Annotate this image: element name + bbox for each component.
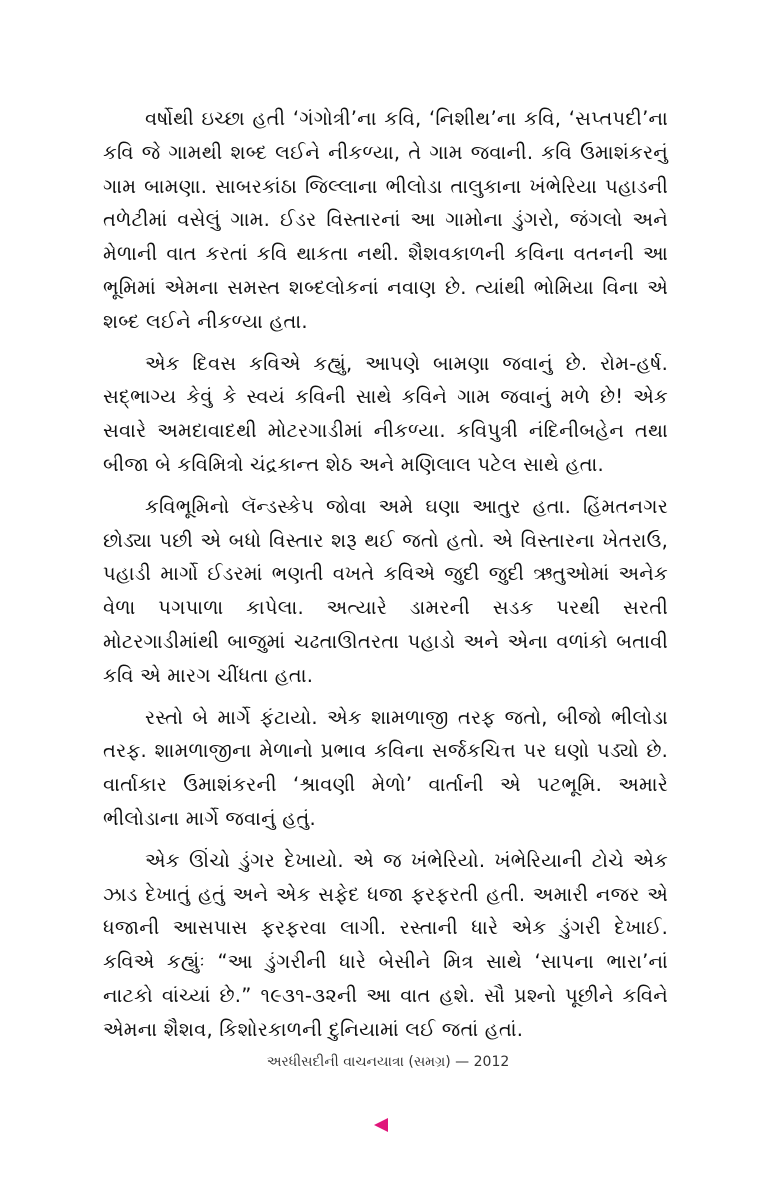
paragraph-4: રસ્તો બે માર્ગે ફંટાયો. એક શામળાજી તરફ જતો, બીજો ભીલોડા તરફ. શામળાજીના મેળાનો પ્રભાવ કવિના સર્જકચિત્ત પર ઘણો પડ્યો છે. વાર્તાકાર ઉમાશંકરની ‘શ્રાવણી મેળો’ વાર્તાની એ પટભૂમિ. અમારે ભીલોડાના માર્ગે જવાનું હતું. [103,705,668,830]
page-footer: અરધીસદીની વાચનયાત્રા (સમગ્ર) — 2012 [266,1054,510,1070]
previous-page-icon[interactable] [374,1118,388,1132]
paragraph-1: વર્ષોથી ઇચ્છા હતી ‘ગંગોત્રી’ના કવિ, ‘નિશીથ’ના કવિ, ‘સપ્તપદી’ના કવિ જે ગામથી શબ્દ લઈને નીકળ્યા, તે ગામ જવાની. કવિ ઉમાશંકરનું ગામ બામણા. સાબરકાંઠા જિલ્લાના ભીલોડા તાલુકાના ખંભેરિયા પહાડની તળેટીમાં વસેલું ગામ. ઈડર વિસ્તારનાં આ ગામોના ડુંગરો, જંગલો અને મેળાની વાત કરતાં કવિ થાકતા નથી. શૈશવકાળની કવિના વતનની આ ભૂમિમાં એમના સમસ્ત શબ્દલોકનાં નવાણ છે. ત્યાંથી ભોમિયા વિના એ શબ્દ લઈને નીકળ્યા હતા. [103,107,668,333]
paragraph-3: કવિભૂમિનો લૅન્ડસ્કેપ જોવા અમે ઘણા આતુર હતા. હિંમતનગર છોડ્યા પછી એ બધો વિસ્તાર શરૂ થઈ જતો હતો. એ વિસ્તારના ખેતરાઉ, પહાડી માર્ગો ઈડરમાં ભણતી વખતે કવિએ જુદી જુદી ઋતુઓમાં અનેક વેળા પગપાળા કાપેલા. અત્યારે ડામરની સડક પરથી સરતી મોટરગાડીમાંથી બાજુમાં ચઢતાઊતરતા પહાડો અને એના વળાંકો બતાવી કવિ એ મારગ ચીંધતા હતા. [103,494,668,687]
paragraph-5: એક ઊંચો ડુંગર દેખાયો. એ જ ખંભેરિયો. ખંભેરિયાની ટોચે એક ઝાડ દેખાતું હતું અને એક સફેદ ધજા ફરફરતી હતી. અમારી નજર એ ધજાની આસપાસ ફરફરવા લાગી. રસ્તાની ધારે એક ડુંગરી દેખાઈ. કવિએ કહ્યુંઃ “આ ડુંગરીની ધારે બેસીને મિત્ર સાથે ‘સાપના ભારા’નાં નાટકો વાંચ્યાં છે.” ૧૯૩૧-૩૨ની આ વાત હશે. સૌ પ્રશ્નો પૂછીને કવિને એમના શૈશવ, કિશોરકાળની દુનિયામાં લઈ જતાં હતાં. [103,848,668,1041]
paragraph-2: એક દિવસ કવિએ કહ્યું, આપણે બામણા જવાનું છે. રોમ-હર્ષ. સદ્‌ભાગ્ય કેવું કે સ્વયં કવિની સાથે કવિને ગામ જવાનું મળે છે! એક સવારે અમદાવાદથી મોટરગાડીમાં નીકળ્યા. કવિપુત્રી નંદિનીબહેન તથા બીજા બે કવિમિત્રો ચંદ્રકાન્ત શેઠ અને મણિલાલ પટેલ સાથે હતા. [103,351,668,476]
article-body [103,102,668,1055]
